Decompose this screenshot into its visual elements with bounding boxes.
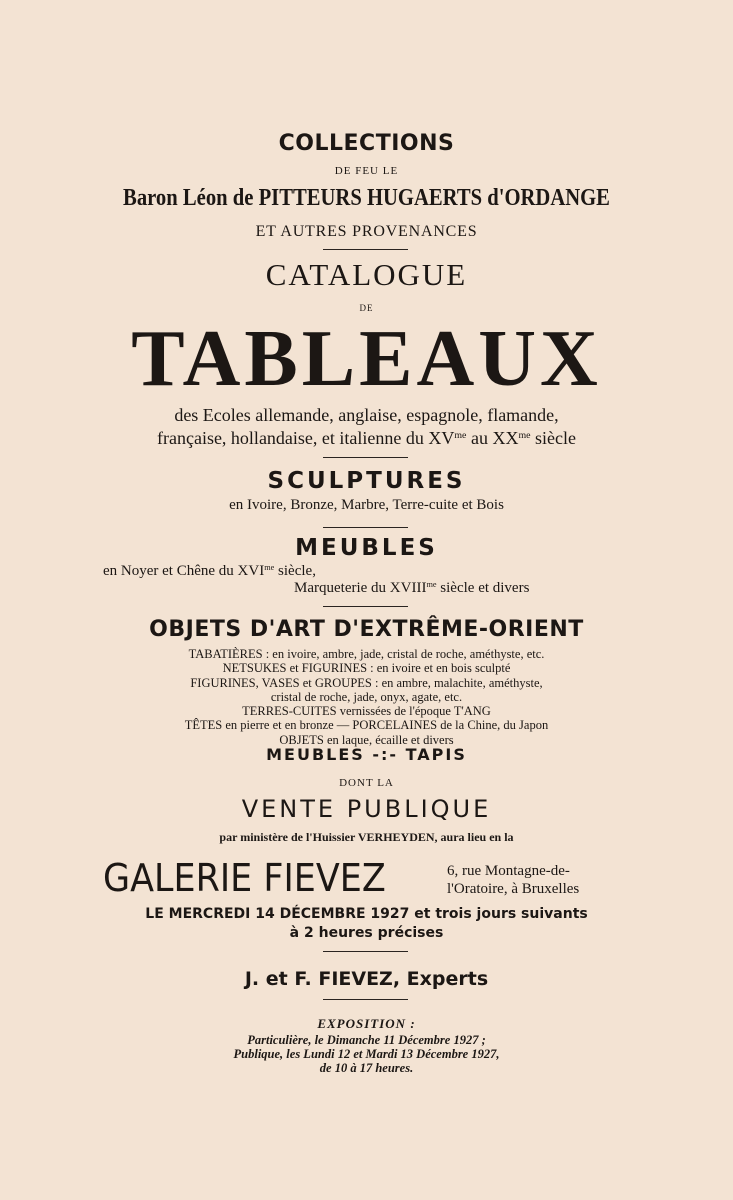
- de-label: DE: [359, 303, 374, 313]
- catalogue-heading: CATALOGUE: [265, 257, 468, 292]
- orient-line: TÊTES en pierre et en bronze — PORCELAINES de la Chine, du Japon: [184, 718, 549, 733]
- divider: [323, 606, 408, 607]
- divider: [323, 249, 408, 250]
- divider: [323, 999, 408, 1000]
- sale-date: LE MERCREDI 14 DÉCEMBRE 1927 et trois jours suivants: [145, 906, 588, 922]
- superscript: me: [426, 580, 437, 590]
- orient-list: [0, 647, 733, 747]
- meubles-line-1: [103, 563, 316, 580]
- divider: [323, 527, 408, 528]
- meubles-text-a: en Noyer et Chêne du XVI: [103, 563, 265, 579]
- address-line: l'Oratoire, à Bruxelles: [447, 881, 580, 897]
- address-line: 6, rue Montagne-de-: [447, 863, 570, 879]
- orient-heading: OBJETS D'ART D'EXTRÊME-ORIENT: [149, 617, 584, 642]
- sculptures-description: en Ivoire, Bronze, Marbre, Terre-cuite et Bois: [229, 497, 504, 513]
- orient-line: OBJETS en laque, écaille et divers: [279, 732, 454, 747]
- orient-line: cristal de roche, jade, onyx, agate, etc.: [270, 689, 463, 704]
- meubles-tapis: MEUBLES -:- TAPIS: [266, 745, 467, 764]
- exposition-details: [0, 1033, 733, 1075]
- orient-line: NETSUKES et FIGURINES : en ivoire et en bois sculpté: [222, 661, 511, 676]
- orient-line: TERRES-CUITES vernissées de l'époque T'ANG: [242, 704, 491, 719]
- exposition-line: Particulière, le Dimanche 11 Décembre 1927 ;: [247, 1033, 486, 1047]
- superscript: me: [454, 430, 467, 442]
- de-feu-le-text: DE FEU LE: [334, 165, 399, 177]
- meubles-text-c: Marqueterie du XVIII: [294, 580, 427, 596]
- exposition-heading: EXPOSITION :: [317, 1016, 416, 1031]
- schools-line-1: des Ecoles allemande, anglaise, espagnole, flamande,: [174, 405, 559, 425]
- huissier-line: par ministère de l'Huissier VERHEYDEN, aura lieu en la: [219, 830, 514, 844]
- meubles-heading: MEUBLES: [295, 535, 438, 561]
- schools-line-2: [0, 428, 733, 449]
- schools-text-b: au XX: [466, 428, 519, 448]
- meubles-text-b: siècle,: [274, 563, 316, 579]
- orient-line: FIGURINES, VASES et GROUPES : en ambre, malachite, améthyste,: [190, 675, 543, 690]
- schools-text-a: française, hollandaise, et italienne du XV: [156, 428, 455, 448]
- autres-provenances: ET AUTRES PROVENANCES: [255, 223, 478, 240]
- dont-la-text: DONT LA: [339, 777, 394, 789]
- divider: [323, 457, 408, 458]
- galerie-address: [447, 862, 579, 898]
- exposition-line: Publique, les Lundi 12 et Mardi 13 Décembre 1927,: [233, 1047, 500, 1061]
- orient-line: TABATIÈRES : en ivoire, ambre, jade, cristal de roche, améthyste, etc.: [188, 647, 545, 661]
- collections-heading: COLLECTIONS: [278, 131, 455, 156]
- superscript: me: [518, 430, 531, 442]
- meubles-line-2: [294, 580, 529, 597]
- divider: [323, 951, 408, 952]
- sale-hour: à 2 heures précises: [289, 925, 444, 941]
- vente-publique-heading: VENTE PUBLIQUE: [241, 795, 492, 823]
- exposition-line: de 10 à 17 heures.: [319, 1061, 414, 1075]
- superscript: me: [264, 563, 275, 573]
- owner-name: Baron Léon de PITTEURS HUGAERTS d'ORDANGE: [123, 185, 610, 211]
- meubles-text-d: siècle et divers: [436, 580, 530, 596]
- schools-text-c: siècle: [530, 428, 577, 448]
- sculptures-heading: SCULPTURES: [267, 468, 466, 494]
- tableaux-title: TABLEAUX: [131, 315, 602, 403]
- experts-line: J. et F. FIEVEZ, Experts: [244, 968, 489, 990]
- galerie-fievez-title: GALERIE FIEVEZ: [103, 856, 386, 900]
